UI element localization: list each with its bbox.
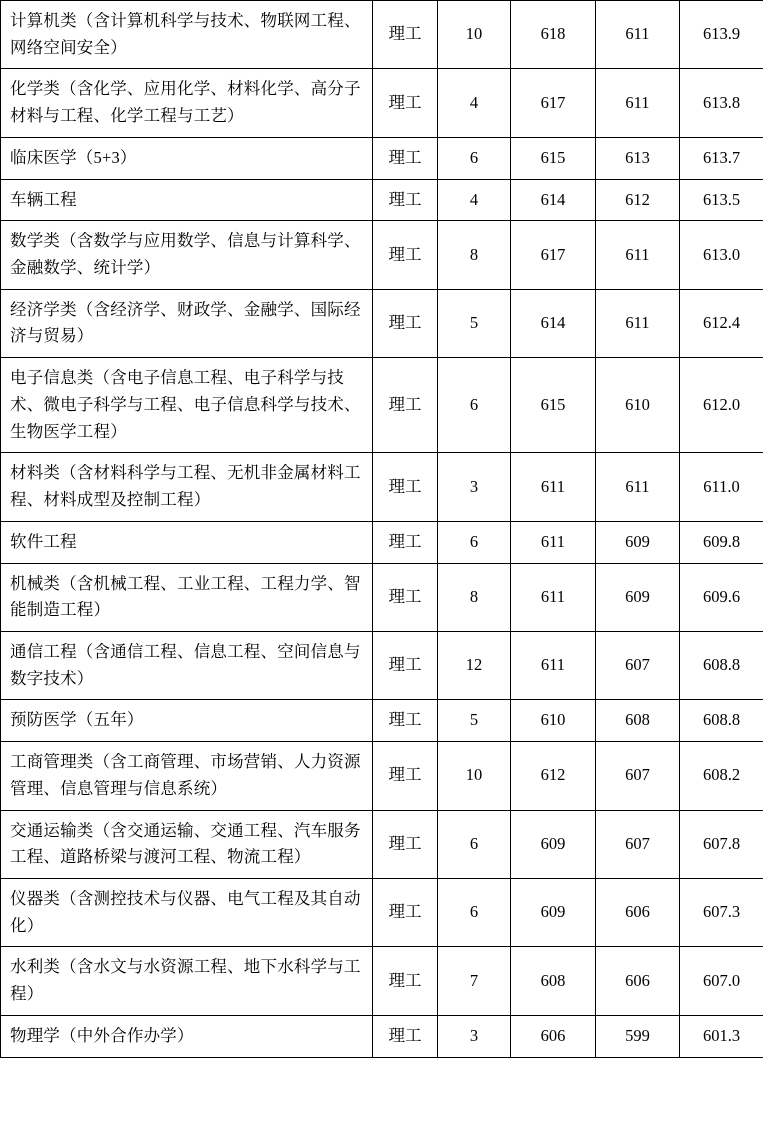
min-score-cell: 607 [596,742,680,810]
category-cell: 理工 [373,358,438,453]
min-score-cell: 611 [596,1,680,69]
avg-score-cell: 608.8 [680,700,763,742]
plan-count-cell: 8 [438,563,511,631]
table-row [1,289,763,357]
avg-score-cell: 613.7 [680,137,763,179]
category-cell: 理工 [373,69,438,137]
min-score-cell: 607 [596,810,680,878]
category-cell: 理工 [373,1015,438,1057]
avg-score-cell: 607.0 [680,947,763,1015]
major-name-cell: 交通运输类（含交通运输、交通工程、汽车服务工程、道路桥梁与渡河工程、物流工程） [1,810,373,878]
avg-score-cell: 607.8 [680,810,763,878]
table-row [1,878,763,946]
avg-score-cell: 613.8 [680,69,763,137]
min-score-cell: 611 [596,69,680,137]
table-row [1,810,763,878]
max-score-cell: 609 [511,810,596,878]
min-score-cell: 608 [596,700,680,742]
table-row [1,631,763,699]
max-score-cell: 614 [511,179,596,221]
category-cell: 理工 [373,563,438,631]
avg-score-cell: 601.3 [680,1015,763,1057]
min-score-cell: 611 [596,453,680,521]
table-row [1,521,763,563]
avg-score-cell: 613.5 [680,179,763,221]
major-name-cell: 物理学（中外合作办学） [1,1015,373,1057]
table-row [1,947,763,1015]
major-name-cell: 化学类（含化学、应用化学、材料化学、高分子材料与工程、化学工程与工艺） [1,69,373,137]
major-name-cell: 经济学类（含经济学、财政学、金融学、国际经济与贸易） [1,289,373,357]
major-name-cell: 水利类（含水文与水资源工程、地下水科学与工程） [1,947,373,1015]
min-score-cell: 599 [596,1015,680,1057]
table-row [1,700,763,742]
max-score-cell: 617 [511,69,596,137]
min-score-cell: 606 [596,878,680,946]
min-score-cell: 613 [596,137,680,179]
avg-score-cell: 609.6 [680,563,763,631]
category-cell: 理工 [373,631,438,699]
max-score-cell: 611 [511,631,596,699]
avg-score-cell: 612.4 [680,289,763,357]
table-row [1,1,763,69]
min-score-cell: 612 [596,179,680,221]
max-score-cell: 609 [511,878,596,946]
table-row [1,453,763,521]
max-score-cell: 606 [511,1015,596,1057]
table-row [1,563,763,631]
min-score-cell: 607 [596,631,680,699]
category-cell: 理工 [373,521,438,563]
major-name-cell: 通信工程（含通信工程、信息工程、空间信息与数字技术） [1,631,373,699]
table-row [1,1015,763,1057]
max-score-cell: 611 [511,563,596,631]
plan-count-cell: 6 [438,878,511,946]
major-name-cell: 数学类（含数学与应用数学、信息与计算科学、金融数学、统计学） [1,221,373,289]
max-score-cell: 617 [511,221,596,289]
min-score-cell: 611 [596,289,680,357]
plan-count-cell: 5 [438,289,511,357]
table-row [1,221,763,289]
plan-count-cell: 8 [438,221,511,289]
avg-score-cell: 611.0 [680,453,763,521]
plan-count-cell: 7 [438,947,511,1015]
plan-count-cell: 10 [438,742,511,810]
table-row [1,69,763,137]
plan-count-cell: 5 [438,700,511,742]
major-name-cell: 预防医学（五年） [1,700,373,742]
plan-count-cell: 4 [438,179,511,221]
major-name-cell: 车辆工程 [1,179,373,221]
avg-score-cell: 608.2 [680,742,763,810]
category-cell: 理工 [373,289,438,357]
min-score-cell: 609 [596,563,680,631]
category-cell: 理工 [373,453,438,521]
max-score-cell: 610 [511,700,596,742]
max-score-cell: 615 [511,137,596,179]
avg-score-cell: 609.8 [680,521,763,563]
major-name-cell: 仪器类（含测控技术与仪器、电气工程及其自动化） [1,878,373,946]
category-cell: 理工 [373,742,438,810]
max-score-cell: 614 [511,289,596,357]
avg-score-cell: 612.0 [680,358,763,453]
min-score-cell: 606 [596,947,680,1015]
major-name-cell: 计算机类（含计算机科学与技术、物联网工程、网络空间安全） [1,1,373,69]
major-name-cell: 软件工程 [1,521,373,563]
table-row [1,358,763,453]
major-name-cell: 工商管理类（含工商管理、市场营销、人力资源管理、信息管理与信息系统） [1,742,373,810]
major-name-cell: 材料类（含材料科学与工程、无机非金属材料工程、材料成型及控制工程） [1,453,373,521]
max-score-cell: 611 [511,521,596,563]
table-body [1,1,763,1058]
category-cell: 理工 [373,179,438,221]
plan-count-cell: 4 [438,69,511,137]
avg-score-cell: 608.8 [680,631,763,699]
min-score-cell: 609 [596,521,680,563]
plan-count-cell: 6 [438,358,511,453]
plan-count-cell: 3 [438,1015,511,1057]
table-row [1,742,763,810]
table-row [1,137,763,179]
plan-count-cell: 3 [438,453,511,521]
category-cell: 理工 [373,810,438,878]
category-cell: 理工 [373,221,438,289]
plan-count-cell: 6 [438,521,511,563]
plan-count-cell: 12 [438,631,511,699]
max-score-cell: 618 [511,1,596,69]
plan-count-cell: 6 [438,810,511,878]
major-name-cell: 电子信息类（含电子信息工程、电子科学与技术、微电子科学与工程、电子信息科学与技术、生物医学工程） [1,358,373,453]
category-cell: 理工 [373,878,438,946]
plan-count-cell: 6 [438,137,511,179]
avg-score-cell: 607.3 [680,878,763,946]
avg-score-cell: 613.9 [680,1,763,69]
category-cell: 理工 [373,1,438,69]
max-score-cell: 611 [511,453,596,521]
table-row [1,179,763,221]
plan-count-cell: 10 [438,1,511,69]
avg-score-cell: 613.0 [680,221,763,289]
max-score-cell: 615 [511,358,596,453]
major-name-cell: 机械类（含机械工程、工业工程、工程力学、智能制造工程） [1,563,373,631]
min-score-cell: 610 [596,358,680,453]
min-score-cell: 611 [596,221,680,289]
max-score-cell: 608 [511,947,596,1015]
category-cell: 理工 [373,947,438,1015]
max-score-cell: 612 [511,742,596,810]
category-cell: 理工 [373,700,438,742]
category-cell: 理工 [373,137,438,179]
major-name-cell: 临床医学（5+3） [1,137,373,179]
